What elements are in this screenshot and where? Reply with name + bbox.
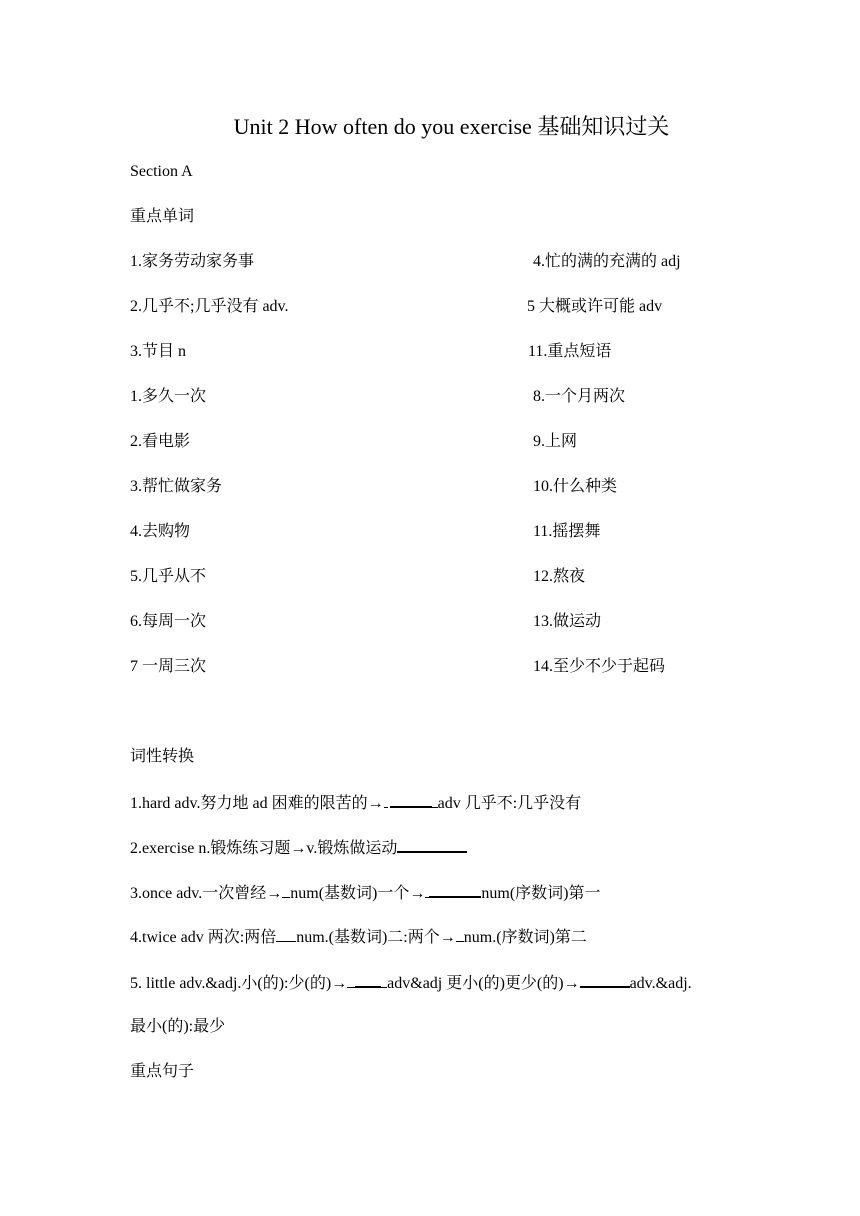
conversion-item [130, 792, 581, 814]
blank [390, 792, 432, 808]
conversion-item [130, 837, 467, 859]
conversion-text: num.(序数词)第二 [463, 929, 587, 946]
blank [347, 973, 355, 988]
conversion-text: 1.hard adv.努力地 ad 困难的限苦的→ [130, 795, 384, 812]
conversion-text: 4.twice adv 两次:两倍 [130, 929, 277, 946]
conversion-text: num(基数词)一个→ [290, 885, 426, 902]
phrase-item: 5.几乎从不 [130, 568, 207, 585]
phrase-item: 8.一个月两次 [533, 388, 626, 405]
vocab-heading: 重点单词 [130, 208, 195, 225]
phrase-item: 1.多久一次 [130, 388, 207, 405]
conversion-text: 5. little adv.&adj.小(的):少(的)→ [130, 975, 348, 992]
conversion-item [130, 927, 587, 948]
vocab-item: 4.忙的满的充满的 adj [533, 253, 681, 270]
blank [429, 882, 481, 898]
conversion-item [130, 882, 601, 904]
vocab-item: 2.几乎不;几乎没有 adv. [130, 298, 289, 315]
phrase-item: 12.熬夜 [533, 568, 586, 585]
blank [456, 927, 464, 942]
section-label: Section A [130, 163, 193, 180]
blank [580, 972, 630, 988]
conversion-text: 3.once adv.一次曾经→ [130, 885, 283, 902]
phrase-item: 10.什么种类 [533, 478, 618, 495]
phrase-item: 13.做运动 [533, 613, 602, 630]
phrase-item: 2.看电影 [130, 433, 191, 450]
conversion-text: num(序数词)第一 [481, 885, 601, 902]
blank [355, 972, 381, 988]
vocab-item: 1.家务劳动家务事 [130, 253, 255, 270]
vocab-item: 11.重点短语 [528, 343, 612, 360]
conversion-item [130, 972, 692, 994]
document-title: Unit 2 How often do you exercise 基础知识过关 [233, 114, 670, 139]
phrase-item: 6.每周一次 [130, 613, 207, 630]
conversion-item-continued: 最小(的):最少 [130, 1018, 226, 1035]
phrase-item: 4.去购物 [130, 523, 191, 540]
phrase-item: 11.摇摆舞 [533, 523, 601, 540]
blank [384, 793, 388, 808]
vocab-item: 3.节目 n [130, 343, 187, 360]
conversion-text: adv 几乎不:几乎没有 [437, 795, 582, 812]
phrase-item: 3.帮忙做家务 [130, 478, 223, 495]
blank [276, 927, 296, 942]
conversion-text: 2.exercise n.锻炼练习题→v.锻炼做运动 [130, 840, 398, 857]
sentences-heading: 重点句子 [130, 1063, 195, 1080]
vocab-item: 5 大概或许可能 adv [527, 298, 663, 315]
phrase-item: 7 一周三次 [130, 658, 207, 675]
blank [397, 837, 467, 853]
conversion-heading: 词性转换 [130, 748, 195, 765]
conversion-text: num.(基数词)二:两个→ [296, 929, 456, 946]
phrase-item: 9.上网 [533, 433, 578, 450]
conversion-text: adv.&adj. [629, 975, 692, 992]
conversion-text: adv&adj 更小(的)更少(的)→ [387, 975, 580, 992]
phrase-item: 14.至少不少于起码 [533, 658, 666, 675]
